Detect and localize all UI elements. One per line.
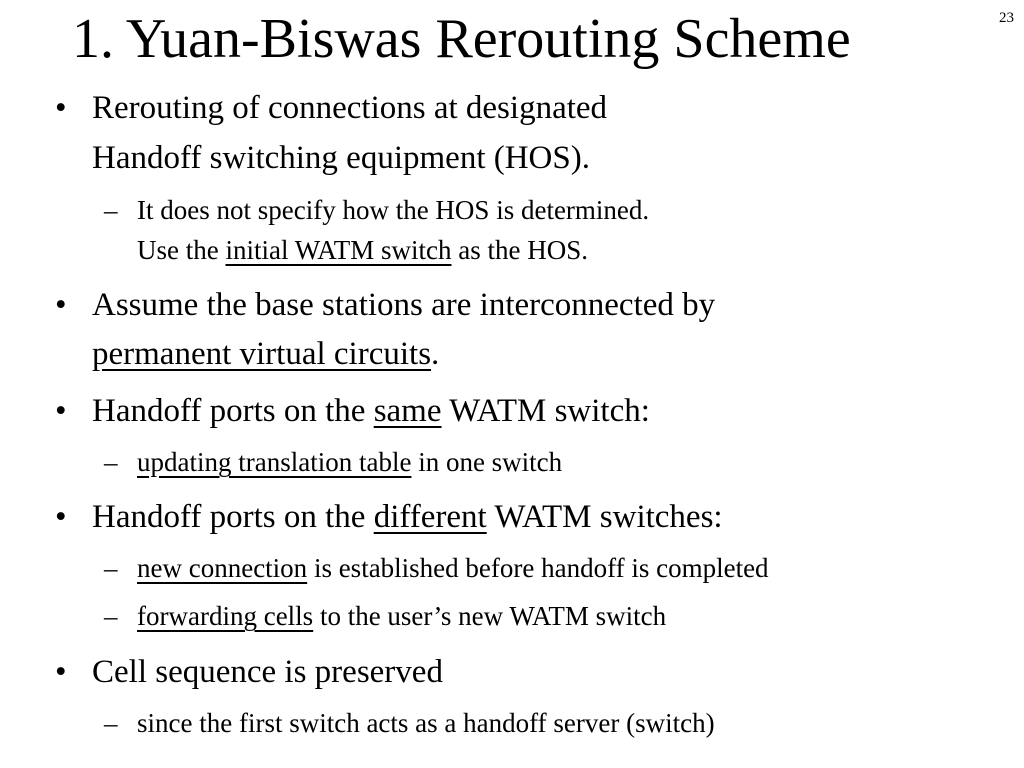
slide-title: 1. Yuan-Biswas Rerouting Scheme: [72, 8, 851, 70]
bullet-text: Handoff ports on the different WATM switches:: [92, 499, 723, 535]
underlined-term: permanent virtual circuits: [92, 336, 432, 372]
sub-bullet-text: updating translation table in one switch: [137, 447, 563, 477]
bullet-marker: •: [55, 90, 67, 126]
sub-bullet-text: Use the initial WATM switch as the HOS.: [137, 235, 588, 265]
underlined-term: forwarding cells: [137, 601, 314, 631]
bullet-text: Rerouting of connections at designated: [92, 90, 608, 126]
sub-bullet-marker: –: [104, 601, 118, 631]
underlined-term: different: [373, 499, 487, 535]
bullet-text: Handoff switching equipment (HOS).: [92, 140, 590, 176]
sub-bullet-marker: –: [104, 447, 118, 477]
sub-bullet-marker: –: [104, 708, 118, 738]
sub-bullet-text: It does not specify how the HOS is determined.: [137, 195, 650, 225]
bullet-marker: •: [55, 499, 67, 535]
bullet-marker: •: [55, 654, 67, 690]
page-number: 23: [999, 10, 1014, 26]
sub-bullet-text: new connection is established before handoff is completed: [137, 553, 769, 583]
bullet-text: Assume the base stations are interconnected by: [92, 287, 716, 323]
bullet-text: Handoff ports on the same WATM switch:: [92, 393, 650, 429]
underlined-term: same: [373, 393, 442, 429]
sub-bullet-marker: –: [104, 553, 118, 583]
bullet-marker: •: [55, 393, 67, 429]
bullet-text: permanent virtual circuits.: [92, 336, 440, 372]
underlined-term: new connection: [137, 553, 308, 583]
underlined-term: updating translation table: [137, 447, 412, 477]
bullet-marker: •: [55, 287, 67, 323]
sub-bullet-text: forwarding cells to the user’s new WATM switch: [137, 601, 667, 631]
sub-bullet-text: since the first switch acts as a handoff server (switch): [137, 708, 715, 738]
sub-bullet-marker: –: [104, 195, 118, 225]
bullet-text: Cell sequence is preserved: [92, 654, 443, 690]
underlined-term: initial WATM switch: [225, 235, 452, 265]
